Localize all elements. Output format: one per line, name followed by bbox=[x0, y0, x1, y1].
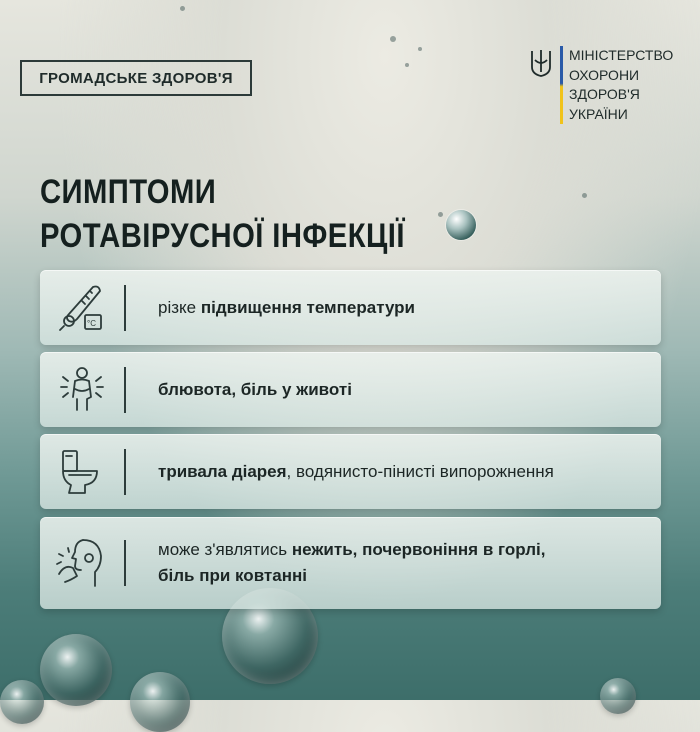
icon-container bbox=[40, 363, 124, 417]
icon-container bbox=[40, 534, 124, 592]
stomach-ache-icon bbox=[55, 363, 109, 417]
ministry-line: УКРАЇНИ bbox=[569, 105, 628, 122]
symptom-text-part: може з'являтись bbox=[158, 540, 292, 559]
ministry-line: ЗДОРОВ'Я bbox=[569, 86, 640, 102]
symptom-text-part: , водянисто-пінисті випорожнення bbox=[286, 461, 554, 481]
title-line: РОТАВІРУСНОЇ ІНФЕКЦІЇ bbox=[40, 217, 405, 255]
symptom-text bbox=[158, 377, 352, 403]
title-line: СИМПТОМИ bbox=[40, 173, 217, 211]
ministry-line: МІНІСТЕРСТВО bbox=[569, 47, 674, 63]
symptom-text-bold: блювота, біль у животі bbox=[158, 379, 352, 399]
bubble bbox=[0, 680, 44, 724]
symptom-text bbox=[158, 537, 545, 589]
sneezing-person-icon bbox=[53, 534, 111, 592]
bubble-dot bbox=[405, 63, 409, 67]
symptom-text bbox=[158, 295, 415, 321]
ministry-logo bbox=[530, 46, 673, 124]
toilet-icon bbox=[55, 445, 109, 499]
symptom-card bbox=[40, 517, 661, 609]
bubble bbox=[130, 672, 190, 732]
bubble-dot bbox=[418, 47, 422, 51]
ministry-name bbox=[569, 46, 673, 124]
bubble-dot bbox=[180, 6, 185, 11]
symptom-card bbox=[40, 270, 661, 345]
trident-icon bbox=[530, 48, 552, 78]
bubble-dot bbox=[582, 193, 587, 198]
badge-label: ГРОМАДСЬКЕ ЗДОРОВ'Я bbox=[39, 69, 233, 87]
card-divider bbox=[124, 285, 126, 331]
symptom-text-bold: тривала діарея bbox=[158, 461, 287, 481]
bubble bbox=[446, 210, 476, 240]
ministry-line: ОХОРОНИ bbox=[569, 66, 640, 83]
thermometer-icon bbox=[55, 281, 109, 335]
svg-text:°C: °C bbox=[87, 318, 96, 328]
symptom-card bbox=[40, 434, 661, 509]
card-divider bbox=[124, 449, 126, 495]
card-divider bbox=[124, 540, 126, 586]
icon-container bbox=[40, 281, 124, 335]
icon-container bbox=[40, 445, 124, 499]
bubble bbox=[40, 634, 112, 706]
symptom-text-bold: біль при ковтанні bbox=[158, 566, 307, 585]
bubble-dot bbox=[438, 212, 443, 217]
page-title bbox=[40, 170, 405, 258]
symptom-text bbox=[158, 459, 554, 485]
symptom-text-bold: підвищення температури bbox=[200, 297, 416, 317]
bubble-dot bbox=[390, 36, 396, 42]
symptom-card bbox=[40, 352, 661, 427]
public-health-badge bbox=[20, 60, 252, 96]
ministry-flag-bar bbox=[560, 46, 563, 124]
symptom-text-part: різке bbox=[158, 297, 201, 317]
card-divider bbox=[124, 367, 126, 413]
symptom-text-bold: нежить, почервоніння в горлі, bbox=[291, 540, 546, 559]
bubble bbox=[600, 678, 636, 714]
